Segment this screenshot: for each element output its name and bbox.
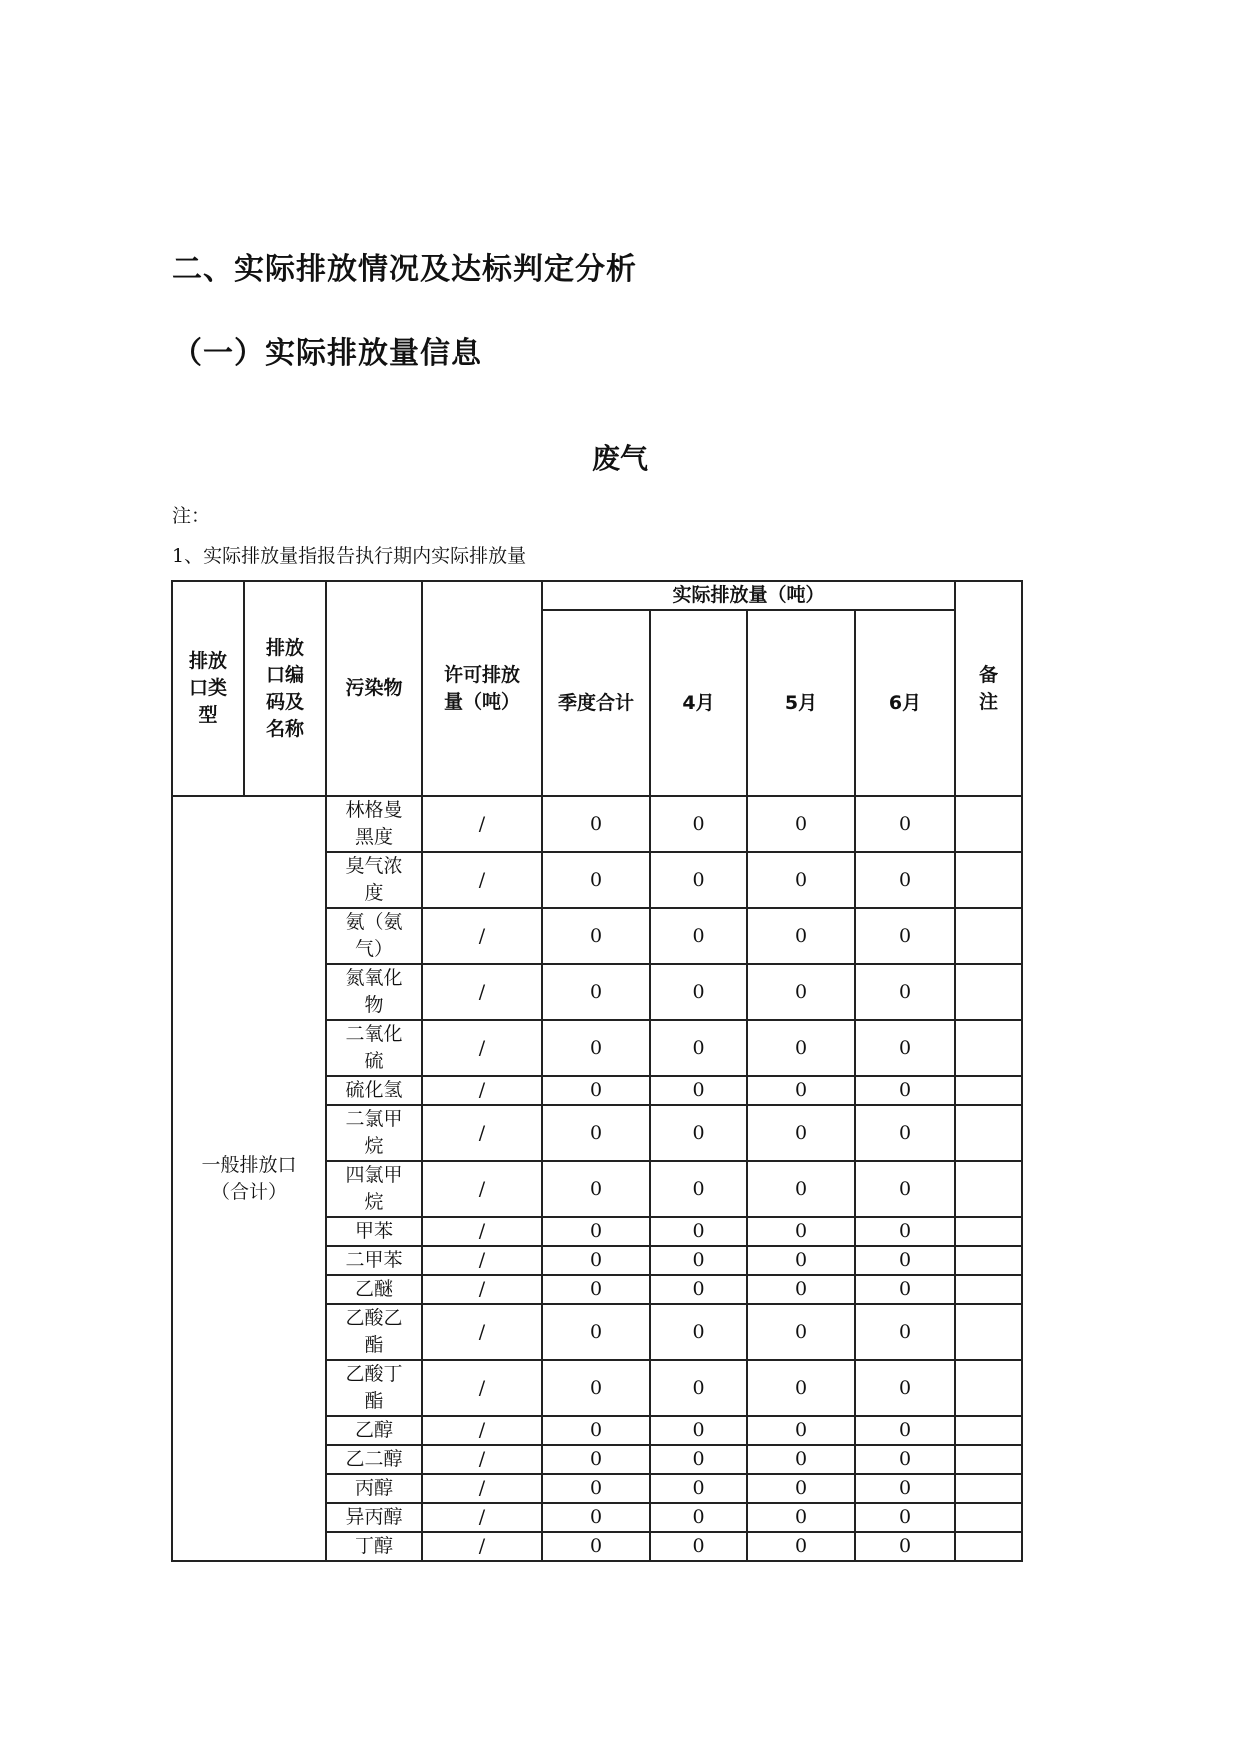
pollutant-cell: 甲苯	[326, 1217, 422, 1246]
pollutant-cell: 丁醇	[326, 1532, 422, 1561]
pollutant-cell: 硫化氢	[326, 1076, 422, 1105]
pollutant-cell: 丙醇	[326, 1474, 422, 1503]
pollutant-cell: 乙醚	[326, 1275, 422, 1304]
remark-cell	[955, 1532, 1022, 1561]
month-6-cell: 0	[855, 1275, 955, 1304]
remark-cell	[955, 1416, 1022, 1445]
note-label: 注：	[172, 505, 211, 527]
month-6-cell: 0	[855, 1105, 955, 1161]
header-permit-amount: 许可排放量（吨）	[422, 581, 542, 796]
outlet-type-cell: 一般排放口（合计）	[172, 796, 326, 1561]
pollutant-cell: 二氯甲烷	[326, 1105, 422, 1161]
quarter-total-cell: 0	[542, 1217, 650, 1246]
month-4-cell: 0	[650, 796, 747, 852]
remark-cell	[955, 852, 1022, 908]
month-4-cell: 0	[650, 1532, 747, 1561]
month-4-cell: 0	[650, 1416, 747, 1445]
month-6-cell: 0	[855, 1076, 955, 1105]
month-4-cell: 0	[650, 1020, 747, 1076]
remark-cell	[955, 1076, 1022, 1105]
month-4-cell: 0	[650, 1360, 747, 1416]
month-5-cell: 0	[747, 1360, 855, 1416]
month-4-cell: 0	[650, 1161, 747, 1217]
permit-cell: /	[422, 852, 542, 908]
month-6-cell: 0	[855, 964, 955, 1020]
month-5-cell: 0	[747, 908, 855, 964]
month-6-cell: 0	[855, 1532, 955, 1561]
month-4-cell: 0	[650, 1217, 747, 1246]
remark-cell	[955, 1304, 1022, 1360]
permit-cell: /	[422, 1416, 542, 1445]
quarter-total-cell: 0	[542, 1474, 650, 1503]
remark-cell	[955, 1246, 1022, 1275]
pollutant-cell: 乙酸乙酯	[326, 1304, 422, 1360]
remark-cell	[955, 796, 1022, 852]
remark-cell	[955, 1474, 1022, 1503]
permit-cell: /	[422, 1020, 542, 1076]
permit-cell: /	[422, 1360, 542, 1416]
permit-cell: /	[422, 1474, 542, 1503]
month-5-cell: 0	[747, 1503, 855, 1532]
month-6-cell: 0	[855, 908, 955, 964]
pollutant-cell: 氮氧化物	[326, 964, 422, 1020]
quarter-total-cell: 0	[542, 1076, 650, 1105]
remark-cell	[955, 1275, 1022, 1304]
pollutant-cell: 二氧化硫	[326, 1020, 422, 1076]
header-month-4: 4月	[650, 610, 747, 796]
pollutant-cell: 氨（氨气）	[326, 908, 422, 964]
quarter-total-cell: 0	[542, 1532, 650, 1561]
month-6-cell: 0	[855, 796, 955, 852]
remark-cell	[955, 1360, 1022, 1416]
quarter-total-cell: 0	[542, 964, 650, 1020]
remark-cell	[955, 1217, 1022, 1246]
month-4-cell: 0	[650, 1503, 747, 1532]
quarter-total-cell: 0	[542, 1246, 650, 1275]
header-month-6: 6月	[855, 610, 955, 796]
quarter-total-cell: 0	[542, 1416, 650, 1445]
month-6-cell: 0	[855, 1416, 955, 1445]
month-5-cell: 0	[747, 1275, 855, 1304]
quarter-total-cell: 0	[542, 1360, 650, 1416]
month-6-cell: 0	[855, 1360, 955, 1416]
subsection-heading: （一）实际排放量信息	[172, 336, 482, 371]
month-6-cell: 0	[855, 1445, 955, 1474]
month-4-cell: 0	[650, 1105, 747, 1161]
month-6-cell: 0	[855, 1474, 955, 1503]
quarter-total-cell: 0	[542, 796, 650, 852]
month-5-cell: 0	[747, 1246, 855, 1275]
remark-cell	[955, 1105, 1022, 1161]
header-outlet-type: 排放口类型	[172, 581, 244, 796]
month-6-cell: 0	[855, 1161, 955, 1217]
month-5-cell: 0	[747, 1161, 855, 1217]
pollutant-cell: 二甲苯	[326, 1246, 422, 1275]
month-4-cell: 0	[650, 1246, 747, 1275]
month-6-cell: 0	[855, 1217, 955, 1246]
month-6-cell: 0	[855, 1503, 955, 1532]
quarter-total-cell: 0	[542, 1020, 650, 1076]
permit-cell: /	[422, 1304, 542, 1360]
month-4-cell: 0	[650, 1076, 747, 1105]
month-5-cell: 0	[747, 964, 855, 1020]
quarter-total-cell: 0	[542, 1503, 650, 1532]
month-5-cell: 0	[747, 1105, 855, 1161]
header-actual-emission: 实际排放量（吨）	[542, 581, 955, 610]
month-5-cell: 0	[747, 1020, 855, 1076]
permit-cell: /	[422, 796, 542, 852]
permit-cell: /	[422, 1275, 542, 1304]
month-5-cell: 0	[747, 1217, 855, 1246]
quarter-total-cell: 0	[542, 1275, 650, 1304]
month-5-cell: 0	[747, 1445, 855, 1474]
permit-cell: /	[422, 1445, 542, 1474]
month-5-cell: 0	[747, 1416, 855, 1445]
remark-cell	[955, 1020, 1022, 1076]
month-6-cell: 0	[855, 1246, 955, 1275]
header-month-5: 5月	[747, 610, 855, 796]
month-5-cell: 0	[747, 1076, 855, 1105]
pollutant-cell: 异丙醇	[326, 1503, 422, 1532]
permit-cell: /	[422, 1161, 542, 1217]
remark-cell	[955, 908, 1022, 964]
month-4-cell: 0	[650, 1275, 747, 1304]
quarter-total-cell: 0	[542, 908, 650, 964]
quarter-total-cell: 0	[542, 1161, 650, 1217]
pollutant-cell: 乙酸丁酯	[326, 1360, 422, 1416]
header-pollutant: 污染物	[326, 581, 422, 796]
permit-cell: /	[422, 1105, 542, 1161]
month-6-cell: 0	[855, 852, 955, 908]
month-5-cell: 0	[747, 796, 855, 852]
pollutant-cell: 林格曼黑度	[326, 796, 422, 852]
header-quarter-total: 季度合计	[542, 610, 650, 796]
permit-cell: /	[422, 1217, 542, 1246]
month-6-cell: 0	[855, 1304, 955, 1360]
remark-cell	[955, 1445, 1022, 1474]
remark-cell	[955, 964, 1022, 1020]
month-4-cell: 0	[650, 852, 747, 908]
pollutant-cell: 臭气浓度	[326, 852, 422, 908]
month-5-cell: 0	[747, 1532, 855, 1561]
remark-cell	[955, 1161, 1022, 1217]
note-line-1: 1、实际排放量指报告执行期内实际排放量	[172, 545, 527, 567]
month-4-cell: 0	[650, 1445, 747, 1474]
month-4-cell: 0	[650, 1474, 747, 1503]
permit-cell: /	[422, 964, 542, 1020]
month-4-cell: 0	[650, 964, 747, 1020]
month-4-cell: 0	[650, 1304, 747, 1360]
permit-cell: /	[422, 1503, 542, 1532]
remark-cell	[955, 1503, 1022, 1532]
month-6-cell: 0	[855, 1020, 955, 1076]
table-title: 废气	[591, 442, 648, 475]
month-5-cell: 0	[747, 1474, 855, 1503]
permit-cell: /	[422, 1246, 542, 1275]
month-5-cell: 0	[747, 1304, 855, 1360]
quarter-total-cell: 0	[542, 1445, 650, 1474]
month-4-cell: 0	[650, 908, 747, 964]
quarter-total-cell: 0	[542, 1105, 650, 1161]
quarter-total-cell: 0	[542, 852, 650, 908]
quarter-total-cell: 0	[542, 1304, 650, 1360]
pollutant-cell: 乙二醇	[326, 1445, 422, 1474]
table-row	[172, 796, 1022, 852]
pollutant-cell: 乙醇	[326, 1416, 422, 1445]
permit-cell: /	[422, 1076, 542, 1105]
pollutant-cell: 四氯甲烷	[326, 1161, 422, 1217]
header-remark: 备注	[955, 581, 1022, 796]
permit-cell: /	[422, 908, 542, 964]
permit-cell: /	[422, 1532, 542, 1561]
section-heading: 二、实际排放情况及达标判定分析	[172, 252, 637, 287]
emission-table	[171, 580, 1023, 1562]
header-outlet-code: 排放口编码及名称	[244, 581, 326, 796]
month-5-cell: 0	[747, 852, 855, 908]
